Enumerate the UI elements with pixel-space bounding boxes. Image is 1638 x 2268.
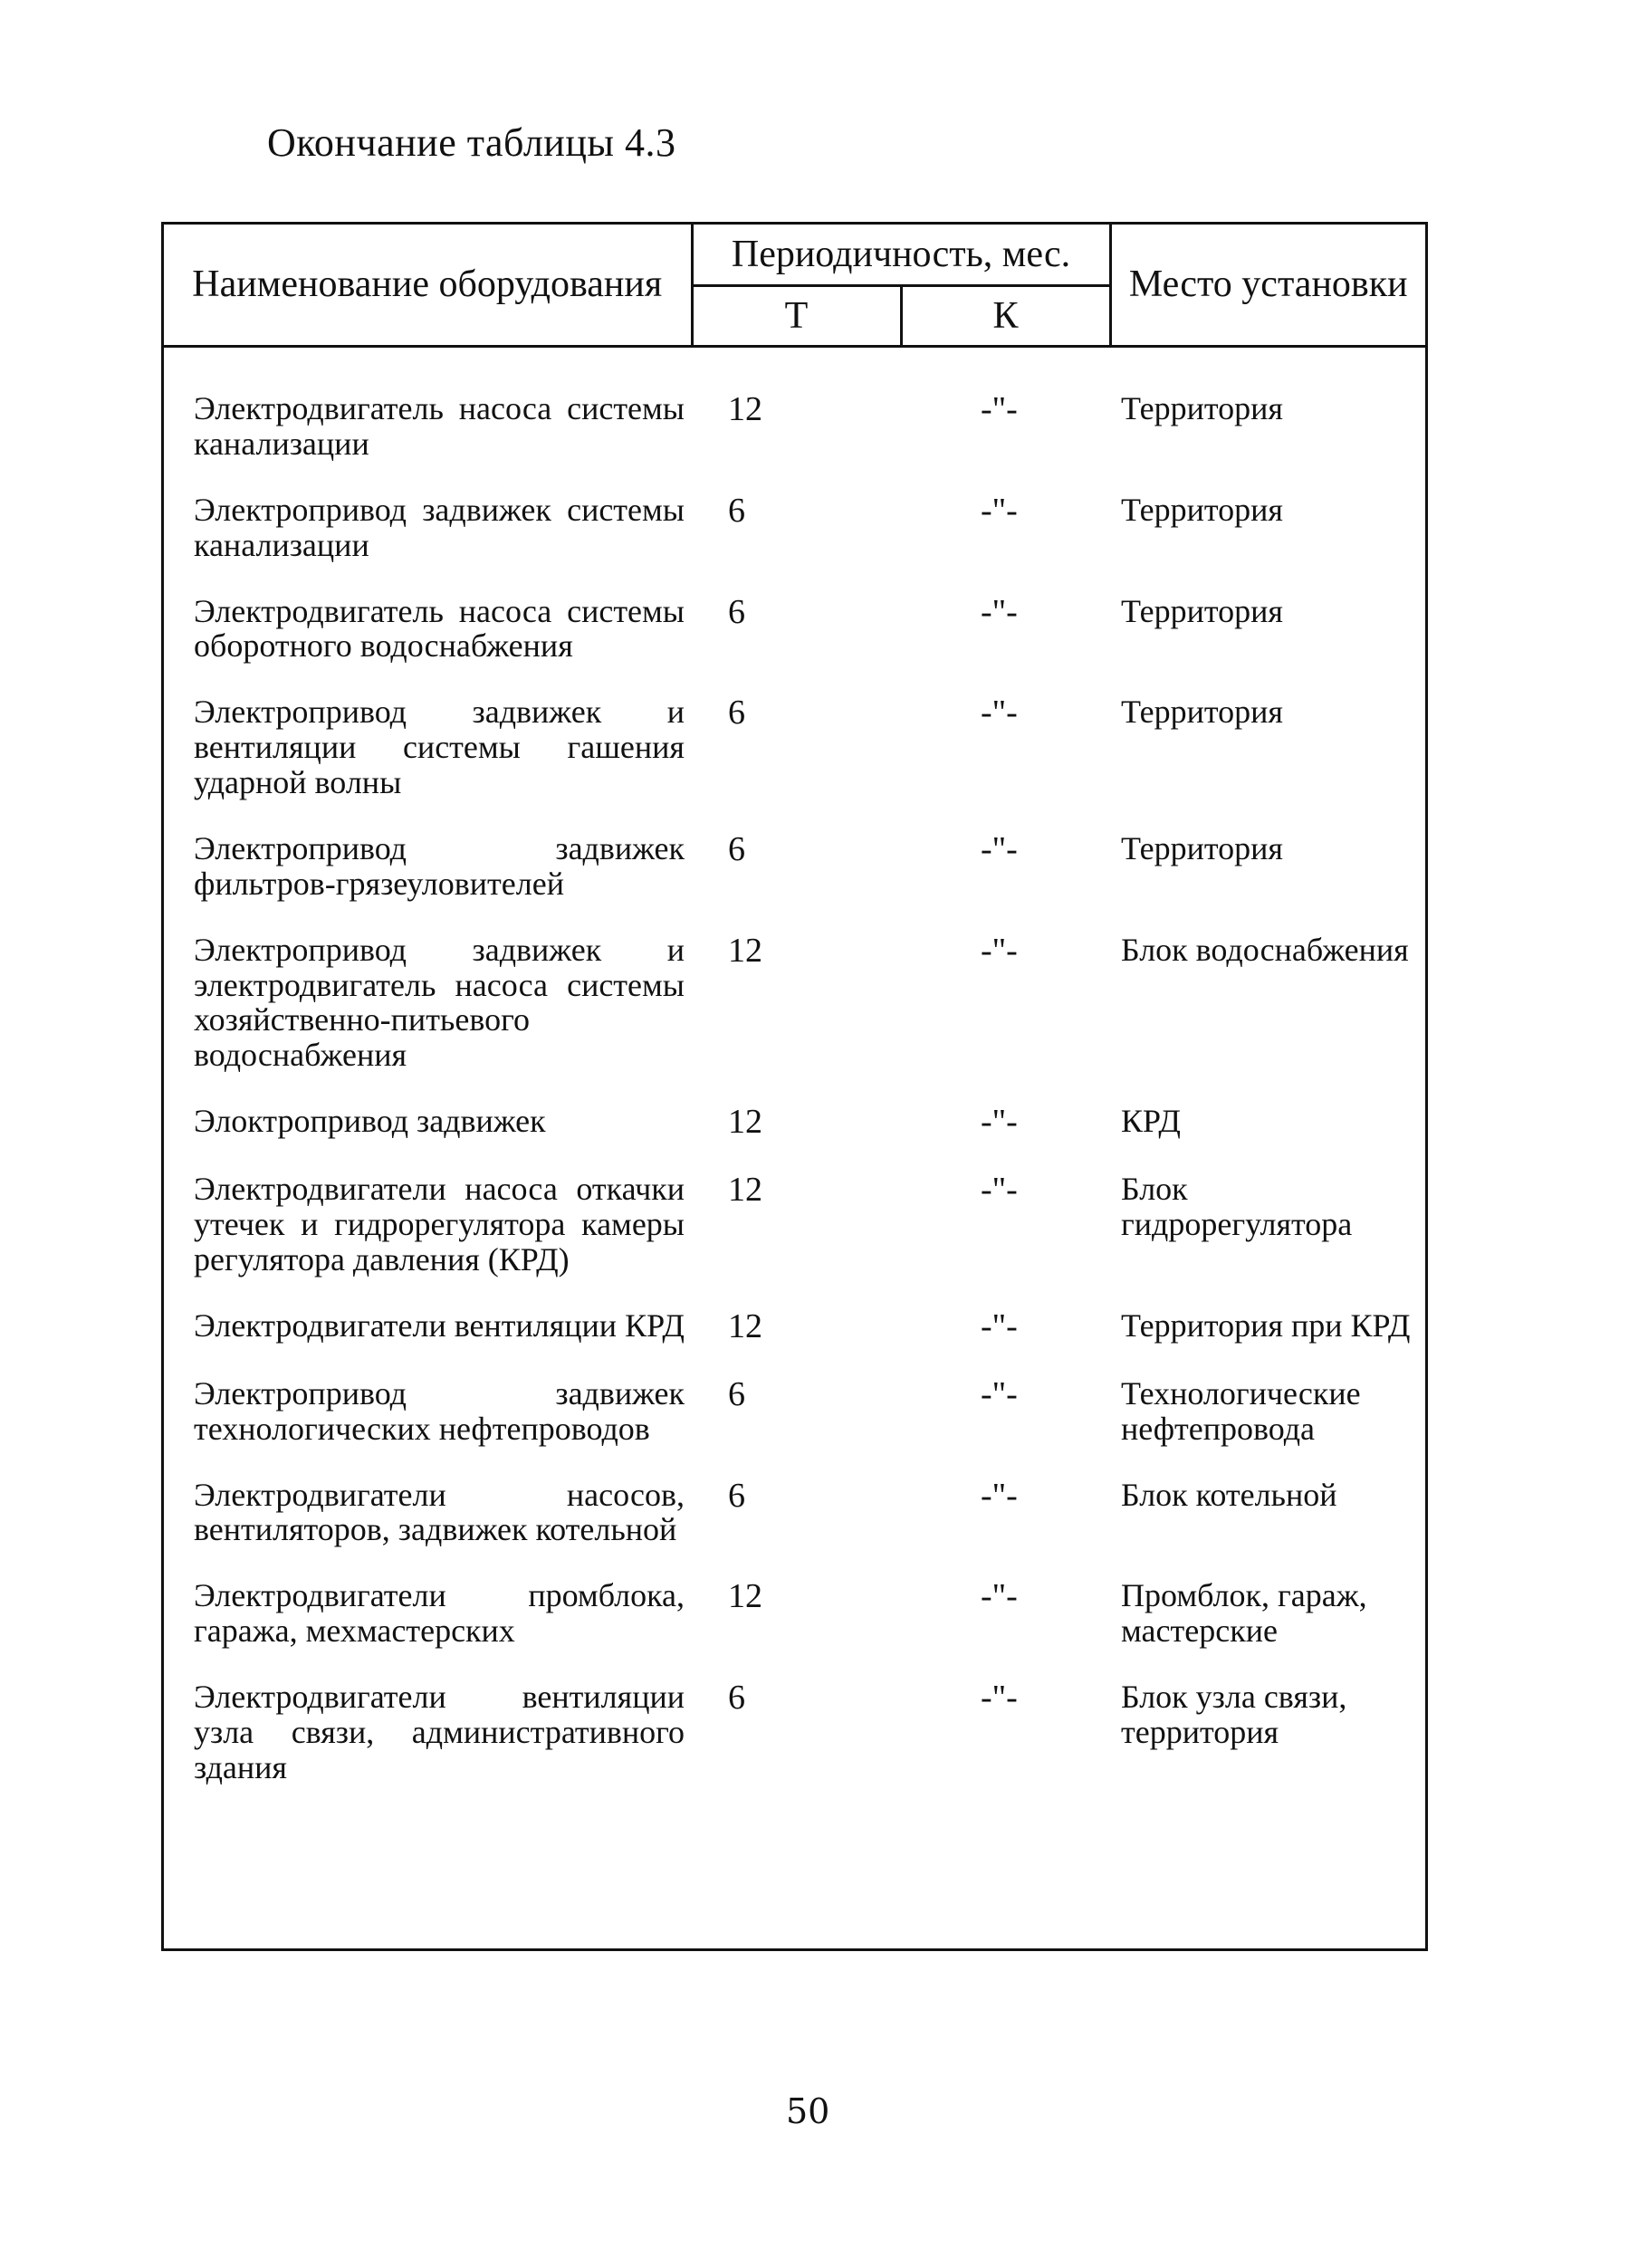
cell-period-k: -"- (981, 694, 1018, 732)
cell-period-t: 6 (728, 491, 745, 530)
cell-location: Блок водоснабжения (1121, 931, 1409, 968)
cell-location: Территория (1121, 829, 1283, 866)
cell-period-k: -"- (981, 1171, 1018, 1210)
cell-location: Блок гидрорегулятора (1121, 1171, 1353, 1243)
header-t: Т (692, 286, 901, 347)
table-row (164, 933, 1425, 1105)
cell-period-t: 12 (728, 931, 762, 970)
cell-location: Блок узла связи, территория (1121, 1679, 1347, 1750)
cell-period-k: -"- (981, 1103, 1018, 1142)
table-row (164, 1172, 1425, 1308)
cell-location: Территория (1121, 491, 1283, 528)
header-k: К (901, 286, 1110, 347)
cell-period-t: 12 (728, 1103, 762, 1142)
equipment-table-grid (164, 225, 1425, 1816)
cell-equipment-name: Элоктропривод задвижек (194, 1103, 546, 1140)
cell-period-t: 6 (728, 1476, 745, 1515)
cell-location: Технологические нефтепровода (1121, 1374, 1361, 1447)
table-row (164, 831, 1425, 933)
cell-period-k: -"- (981, 1476, 1018, 1515)
header-location: Место установки (1110, 225, 1425, 347)
table-header (164, 225, 1425, 347)
table-row (164, 1478, 1425, 1579)
cell-equipment-name: Электродвигатели вентиляции КРД (194, 1306, 685, 1344)
cell-equipment-name: Электропривод задвижек технологических нефтепроводов (194, 1374, 685, 1447)
cell-period-t: 12 (728, 1577, 762, 1616)
cell-period-k: -"- (981, 1306, 1018, 1345)
cell-period-k: -"- (981, 491, 1018, 530)
cell-location: Промблок, гараж, мастерские (1121, 1577, 1367, 1650)
cell-location: Территория (1121, 390, 1283, 426)
cell-equipment-name: Электродвигатели промблока, гаража, мехмастерских (194, 1577, 685, 1650)
cell-location: Территория (1121, 694, 1283, 731)
table-row (164, 1679, 1425, 1816)
header-periodicity: Периодичность, мес. (692, 225, 1110, 286)
table-row (164, 493, 1425, 594)
cell-period-t: 6 (728, 1374, 745, 1413)
cell-equipment-name: Электродвигатель насоса системы оборотного водоснабжения (194, 592, 685, 665)
cell-period-t: 6 (728, 829, 745, 868)
table-row (164, 1376, 1425, 1478)
cell-period-k: -"- (981, 390, 1018, 428)
cell-equipment-name: Электродвигатели вентиляции узла связи, административного здания (194, 1679, 685, 1785)
cell-period-k: -"- (981, 931, 1018, 970)
cell-equipment-name: Электродвигатель насоса системы канализации (194, 390, 685, 462)
cell-period-k: -"- (981, 592, 1018, 631)
table-body (164, 347, 1425, 1816)
header-equipment-name: Наименование оборудования (164, 225, 692, 347)
page-number: 50 (786, 2091, 830, 2131)
cell-period-t: 6 (728, 592, 745, 631)
cell-location: КРД (1121, 1103, 1181, 1140)
table-row (164, 594, 1425, 695)
cell-location: Блок котельной (1121, 1476, 1337, 1513)
cell-equipment-name: Электродвигатели насоса откачки утечек и гидрорегулятора камеры регулятора давления (КРД) (194, 1171, 685, 1278)
table-row (164, 1104, 1425, 1172)
table-row (164, 1308, 1425, 1376)
cell-period-k: -"- (981, 1679, 1018, 1718)
cell-period-k: -"- (981, 829, 1018, 868)
cell-equipment-name: Электропривод задвижек системы канализации (194, 491, 685, 563)
cell-equipment-name: Электродвигатели насосов, вентиляторов, задвижек котельной (194, 1476, 685, 1548)
cell-equipment-name: Электропривод задвижек и электродвигатель насоса системы хозяйственно-питьевого водоснабжения (194, 931, 685, 1074)
cell-equipment-name: Электропривод задвижек фильтров-грязеуловителей (194, 829, 685, 902)
table-row (164, 347, 1425, 493)
cell-period-t: 12 (728, 1306, 762, 1345)
cell-period-k: -"- (981, 1374, 1018, 1413)
cell-period-t: 6 (728, 1679, 745, 1718)
table-caption: Окончание таблицы 4.3 (267, 120, 676, 165)
cell-equipment-name: Электропривод задвижек и вентиляции системы гашения ударной волны (194, 694, 685, 800)
equipment-table (161, 222, 1428, 1951)
cell-period-k: -"- (981, 1577, 1018, 1616)
cell-location: Территория при КРД (1121, 1306, 1411, 1344)
cell-period-t: 12 (728, 390, 762, 428)
cell-location: Территория (1121, 592, 1283, 629)
table-row (164, 694, 1425, 831)
cell-period-t: 6 (728, 694, 745, 732)
cell-period-t: 12 (728, 1171, 762, 1210)
table-row (164, 1578, 1425, 1679)
